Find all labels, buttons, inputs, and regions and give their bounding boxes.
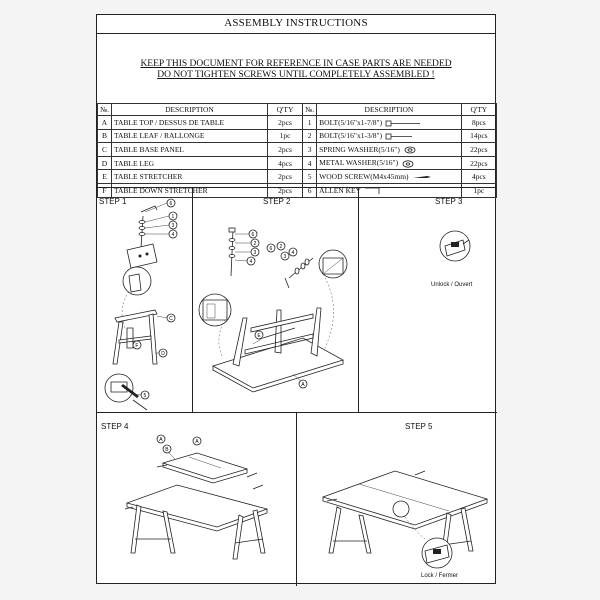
callout-4: 4 <box>291 250 295 256</box>
lock-detail-locked <box>405 517 452 568</box>
part-qty: 2pcs <box>267 170 302 184</box>
step-5-diagram <box>297 413 497 586</box>
hardware-qty: 8pcs <box>461 116 496 130</box>
short-bolt-icon <box>386 133 412 140</box>
notice-do-not-tighten: DO NOT TIGHTEN SCREWS UNTIL COMPLETELY ASSEMBLED ! <box>157 70 435 80</box>
hardware-qty: 22pcs <box>461 156 496 170</box>
callout-5: 5 <box>143 393 147 399</box>
title-divider <box>97 33 495 34</box>
step-5-panel <box>297 413 497 586</box>
part-letter: E <box>98 170 112 184</box>
table-row <box>98 143 497 157</box>
hardware-cell <box>317 116 462 130</box>
step-3-label: STEP 3 <box>435 197 463 206</box>
step-2-panel <box>193 185 362 413</box>
notice-keep-document: KEEP THIS DOCUMENT FOR REFERENCE IN CASE PARTS ARE NEEDED <box>140 59 452 69</box>
leaf-insert-top <box>157 435 257 483</box>
part-qty: 1pc <box>267 129 302 143</box>
header-description: DESCRIPTION <box>112 104 268 116</box>
callout-F: F <box>135 343 139 349</box>
header-qty: Q'TY <box>267 104 302 116</box>
parts-table-header <box>98 104 497 116</box>
step-2-diagram <box>193 185 362 413</box>
hardware-cell <box>317 143 462 157</box>
part-letter: A <box>98 116 112 130</box>
part-letter: D <box>98 156 112 170</box>
callout-E: E <box>257 333 261 339</box>
table-locked <box>323 471 487 559</box>
callout-6: 6 <box>269 246 273 252</box>
part-letter: F <box>98 183 112 197</box>
part-description: TABLE LEAF / RALLONGE <box>112 129 268 143</box>
callout-1: 1 <box>171 214 175 220</box>
callout-C: C <box>169 316 173 322</box>
long-bolt-icon <box>386 120 420 127</box>
unlock-caption: Unlock / Ouvert <box>431 282 473 288</box>
step-1-panel <box>97 188 193 413</box>
bolt-exploded-view <box>139 199 177 248</box>
metal-washer-icon <box>402 160 414 168</box>
upside-down-table <box>213 274 343 392</box>
part-qty: 2pcs <box>267 183 302 197</box>
header-qty-hardware: Q'TY <box>461 104 496 116</box>
callout-B: B <box>165 447 169 453</box>
bolt-exploded-view-left <box>229 228 259 276</box>
hardware-description: WOOD SCREW(M4x45mm) <box>319 172 409 182</box>
hardware-number: 4 <box>303 156 317 170</box>
table-with-leaf <box>125 485 267 559</box>
hardware-qty: 4pcs <box>461 170 496 184</box>
wood-screw-icon <box>413 174 431 180</box>
callout-D: D <box>161 351 165 357</box>
screw-detail <box>105 374 149 410</box>
callout-3: 3 <box>171 223 175 229</box>
header-description-hardware: DESCRIPTION <box>317 104 462 116</box>
part-description: TABLE STRETCHER <box>112 170 268 184</box>
part-letter: C <box>98 143 112 157</box>
step-4-diagram <box>97 413 297 586</box>
hardware-cell <box>317 156 462 170</box>
header-no: №. <box>98 104 112 116</box>
leg-frame-assembly <box>113 310 175 364</box>
hardware-number: 1 <box>303 116 317 130</box>
bolt-exploded-view-right <box>267 242 313 288</box>
hardware-description: ALLEN KEY <box>319 185 362 195</box>
callout-A: A <box>159 437 163 443</box>
part-description: TABLE TOP / DESSUS DE TABLE <box>112 116 268 130</box>
callout-6: 6 <box>251 232 255 238</box>
hardware-qty: 22pcs <box>461 143 496 157</box>
part-qty: 4pcs <box>267 156 302 170</box>
hardware-number: 3 <box>303 143 317 157</box>
step-3-diagram <box>359 188 497 413</box>
step-4-panel <box>97 413 297 586</box>
hardware-description: BOLT(5/16"x1-3/8") <box>319 131 383 141</box>
hardware-description: METAL WASHER(5/16") <box>319 158 399 168</box>
hardware-number: 2 <box>303 129 317 143</box>
part-description: TABLE LEG <box>112 156 268 170</box>
step-2-label: STEP 2 <box>263 197 291 206</box>
lock-caption: Lock / Fermer <box>421 573 459 579</box>
hardware-qty: 1pc <box>461 183 496 197</box>
header-no-hardware: №. <box>303 104 317 116</box>
callout-4: 4 <box>171 232 175 238</box>
hardware-number: 5 <box>303 170 317 184</box>
step-4-label: STEP 4 <box>101 422 129 431</box>
parts-table <box>97 103 497 198</box>
callout-3: 3 <box>253 250 257 256</box>
step-1-diagram <box>97 188 193 413</box>
corner-detail <box>199 250 347 326</box>
callout-A: A <box>301 382 305 388</box>
hardware-qty: 14pcs <box>461 129 496 143</box>
document-title: ASSEMBLY INSTRUCTIONS <box>224 17 368 29</box>
hardware-number: 6 <box>303 183 317 197</box>
part-letter: B <box>98 129 112 143</box>
callout-A: A <box>195 439 199 445</box>
step-3-panel <box>359 188 497 413</box>
lock-detail-unlock <box>440 231 470 261</box>
spring-washer-icon <box>404 146 416 154</box>
callout-2: 2 <box>253 241 257 247</box>
instruction-sheet <box>96 14 496 584</box>
part-description: TABLE DOWN STRETCHER <box>112 183 268 197</box>
hardware-cell <box>317 129 462 143</box>
hardware-description: BOLT(5/16"x1-7/8") <box>319 117 383 127</box>
part-qty: 2pcs <box>267 116 302 130</box>
table-row <box>98 156 497 170</box>
callout-2: 2 <box>279 244 283 250</box>
step-5-label: STEP 5 <box>405 422 433 431</box>
part-description: TABLE BASE PANEL <box>112 143 268 157</box>
hardware-cell <box>317 170 462 184</box>
assembly-steps <box>97 187 497 585</box>
callout-6: 6 <box>169 201 173 207</box>
part-qty: 2pcs <box>267 143 302 157</box>
step-1-label: STEP 1 <box>99 197 127 206</box>
callout-3: 3 <box>283 254 287 260</box>
table-row <box>98 170 497 184</box>
hardware-description: SPRING WASHER(5/16") <box>319 144 400 154</box>
callout-4: 4 <box>249 259 253 265</box>
table-row <box>98 116 497 130</box>
table-row <box>98 129 497 143</box>
